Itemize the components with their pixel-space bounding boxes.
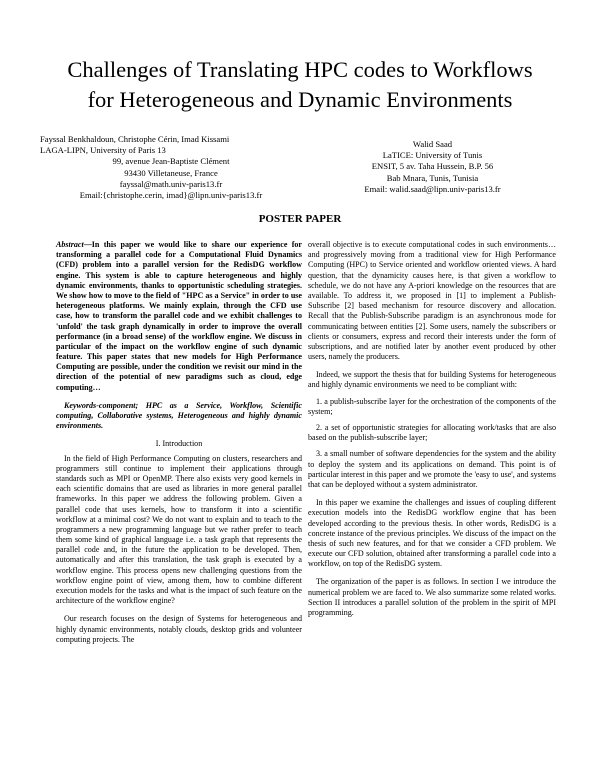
right-paragraph-4: The organization of the paper is as follows. In section I we introduce the numerical problem we are faced to. We also summarize some related works. Section II introduces a parallel solution of the problem in the spirit of MPI programming. — [308, 577, 556, 617]
list-item-3: 3. a small number of software dependencies for the system and the ability to deploy the system and its applications on demand. This point is of particular interest in this paper and we promote the 'easy to use', and systems that can be deployed without a system administrator. — [308, 449, 556, 489]
list-item-1: 1. a publish-subscribe layer for the orchestration of the components of the system; — [308, 396, 556, 416]
author-email-2: Email:{christophe.cerin, imad}@lipn.univ-paris13.fr — [79, 190, 263, 201]
author-name: Walid Saad — [412, 139, 453, 149]
author-names: Fayssal Benkhaldoun, Christophe Cérin, Imad Kissami — [40, 134, 230, 144]
keywords: Keywords-component; HPC as a Service, Workflow, Scientific computing, Collaborative systems, Heterogeneous and highly dynamic environments. — [56, 400, 302, 431]
authors-block-right — [325, 139, 540, 195]
author-address-2: 93430 Villetaneuse, France — [124, 167, 218, 178]
right-paragraph-3: In this paper we examine the challenges and issues of coupling different execution models into the RedisDG workflow engine that has been developed according to the previous thesis. In other words, RedisDG is a concrete instance of the previous principles. We discuss of the impact on the thesis of such new features, and for that we consider a CFD problem. We execute our CFD solution, obtained after transforming a parallel code into a workflow, on top of the RedisDG system. — [308, 498, 556, 569]
abstract-text: In this paper we would like to share our experience for transforming a parallel code for a Computational Fluid Dynamics (CFD) problem into a parallel version for the RedisDG workflow engine. This system is able to capture heterogeneous and highly dynamic environments, thanks to opportunistic scheduling strategies. We show how to move to the field of "HPC as a Service" in order to use heterogeneous platforms. We mainly explain, through the CFD use case, how to transform the parallel code and we exhibit challenges to 'unfold' the task graph dynamically in order to improve the overall performance (in a broad sense) of the workflow engine. We discuss in particular of the impact on the workflow engine of such dynamic feature. This paper states that new models for High Performance Computing are possible, under the condition we revisit our mind in the direction of the potential of new paradigms such as cloud, edge computing… — [56, 240, 302, 392]
left-column — [56, 240, 302, 645]
title-line-2: for Heterogeneous and Dynamic Environments — [87, 87, 513, 112]
intro-paragraph-2: Our research focuses on the design of Systems for heterogeneous and highly dynamic environments, notably clouds, desktop grids and volunteer computing projects. The — [56, 614, 302, 644]
author-affiliation: LaTICE: University of Tunis — [382, 150, 483, 161]
authors-block-left — [40, 134, 302, 201]
author-address-1: 99, avenue Jean-Baptiste Clément — [112, 156, 230, 167]
right-column — [308, 240, 556, 618]
title-line-1: Challenges of Translating HPC codes to Workflows — [67, 57, 533, 82]
author-email: Email: walid.saad@lipn.univ-paris13.fr — [364, 183, 501, 194]
abstract-label: Abstract — [56, 240, 84, 249]
abstract — [56, 240, 302, 393]
author-affiliation: LAGA-LIPN, University of Paris 13 — [40, 145, 166, 156]
list-item-2: 2. a set of opportunistic strategies for allocating work/tasks that are also based on the publish-subscribe layer; — [308, 423, 556, 443]
intro-paragraph-1: In the field of High Performance Computing on clusters, researchers and programmers still continue to implement their applications through standards such as MPI or OpenMP. There also exists very good kernels in each scientific domains that are used as libraries in more general parallel frameworks. In this paper we address the following problem. Given a parallel code that uses kernels, how to transform it into a scientific workflow at a minimal cost? We do not want to explain and to teach to the programmers a new programming language but we rather prefer to teach them some kind of graphical language i.e. a task graph that represents the parallel code and, in the future the application to be developed. Then, automatically and after this translation, the task graph is executed by a workflow engine. This process opens new challenging questions from the workflow engine point of view, among them, how to combine different execution models for the tasks and what is the impact of such feature on the architecture of the workflow engine? — [56, 453, 302, 606]
author-address-2: Bab Mnara, Tunis, Tunisia — [386, 172, 479, 183]
right-paragraph-2: Indeed, we support the thesis that for building Systems for heterogeneous and highly dynamic environments we need to be compliant with: — [308, 370, 556, 390]
author-email-1: fayssal@math.univ-paris13.fr — [119, 178, 223, 189]
poster-paper-heading: POSTER PAPER — [258, 213, 342, 225]
abstract-dash: — — [83, 240, 92, 249]
paper-title — [30, 55, 570, 115]
section-heading-introduction: I. Introduction — [155, 439, 203, 449]
author-address-1: ENSIT, 5 av. Taha Hussein, B.P. 56 — [371, 161, 494, 172]
right-paragraph-1: overall objective is to execute computational codes in such environments…and progressively moving from a traditional view for High Performance Computing (HPC) to Service oriented and workflow oriented views. A hard question, that the dynamicity causes here, is that given a workflow to schedule, we do not have any A-priori knowledge on the resources that are available. To address it, we proposed in [1] to implement a Publish-Subscribe [2] based mechanism for resource discovery and allocation. Recall that the Publish-Subscribe paradigm is an asynchronous mode for communicating between entities [2]. Some users, namely the subscribers or clients or consumers, express and record their interests under the form of subscriptions, and are notified later by another event produced by other users, namely the producers. — [308, 240, 556, 362]
